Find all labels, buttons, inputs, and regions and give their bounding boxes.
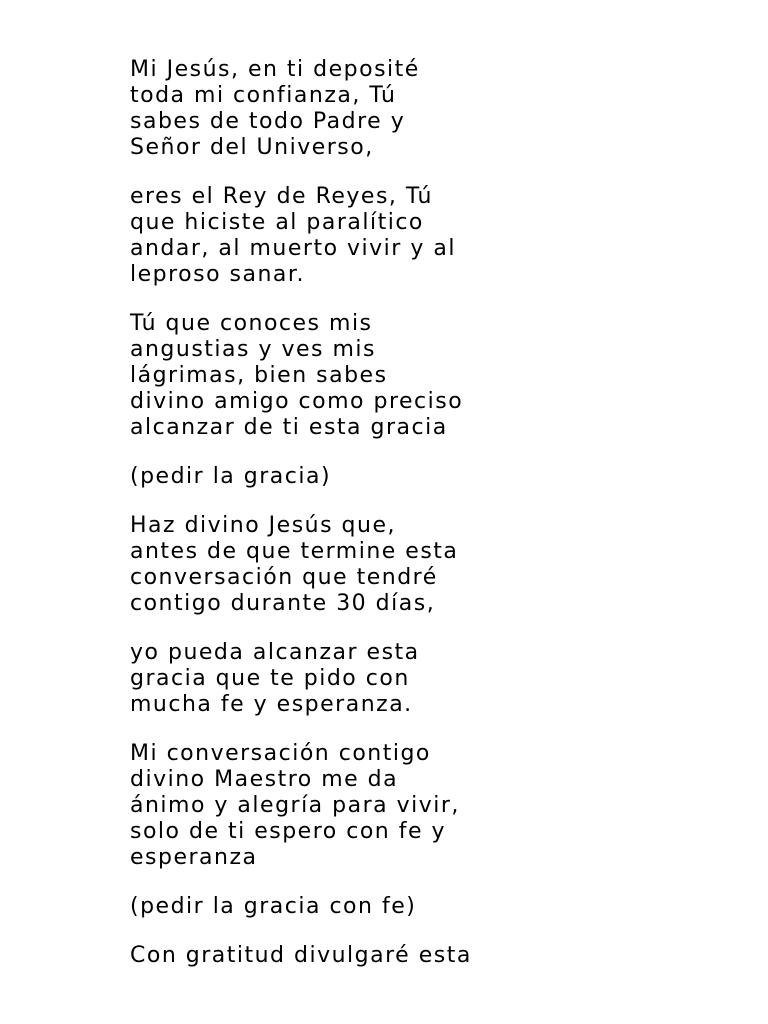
paragraph-5: Haz divino Jesús que, antes de que termine esta conversación que tendré contigo durante 30 días, — [130, 513, 459, 616]
paragraph-8: (pedir la gracia con fe) — [130, 894, 417, 919]
paragraph-7: Mi conversación contigo divino Maestro me da ánimo y alegría para vivir, solo de ti espero con fe y esperanza — [130, 741, 460, 870]
paragraph-1: Mi Jesús, en ti deposité toda mi confianza, Tú sabes de todo Padre y Señor del Universo, — [130, 57, 420, 160]
paragraph-4: (pedir la gracia) — [130, 464, 332, 489]
paragraph-9: Con gratitud divulgaré esta — [130, 943, 472, 968]
paragraph-2: eres el Rey de Reyes, Tú que hiciste al paralítico andar, al muerto vivir y al leproso sanar. — [130, 184, 456, 287]
paragraph-3: Tú que conoces mis angustias y ves mis lágrimas, bien sabes divino amigo como preciso alcanzar de ti esta gracia — [130, 311, 464, 440]
prayer-text — [130, 57, 690, 992]
paragraph-6: yo pueda alcanzar esta gracia que te pido con mucha fe y esperanza. — [130, 640, 420, 717]
